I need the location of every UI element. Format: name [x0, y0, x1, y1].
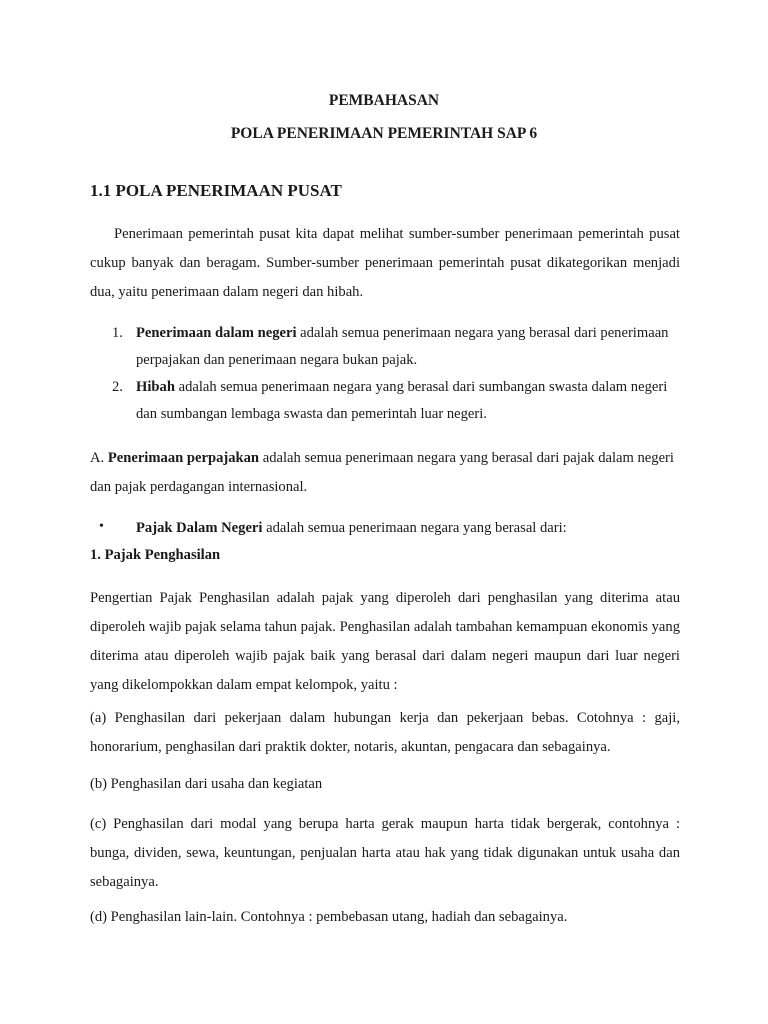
pph-heading: 1. Pajak Penghasilan: [90, 547, 221, 563]
list-term: Hibah: [136, 379, 175, 395]
section-a-paragraph: [90, 444, 680, 502]
section-a-term: Penerimaan perpajakan: [107, 450, 260, 466]
category-list: [90, 320, 680, 428]
list-item: [90, 320, 680, 374]
section-a-text: adalah semua penerimaan negara yang berasal dari pajak dalam negeri dan pajak perdagangan internasional.: [90, 450, 674, 495]
list-term: Penerimaan dalam negeri: [136, 325, 297, 341]
intro-paragraph: Penerimaan pemerintah pusat kita dapat melihat sumber-sumber penerimaan pemerintah pusat cukup banyak dan beragam. Sumber-sumber penerimaan pemerintah pusat dikategorikan menjadi dua, yaitu penerimaan dalam negeri dan hibah.: [90, 226, 680, 300]
bullet-text: adalah semua penerimaan negara yang berasal dari:: [262, 520, 567, 536]
pph-item-a: (a) Penghasilan dari pekerjaan dalam hubungan kerja dan pekerjaan bebas. Cotohnya : gaji, honorarium, penghasilan dari praktik dokter, notaris, akuntan, pengacara dan sebagainya.: [90, 710, 680, 755]
list-number: 2.: [112, 379, 123, 395]
list-item: [90, 374, 680, 428]
doc-title-line2: POLA PENERIMAAN PEMERINTAH SAP 6: [230, 125, 538, 142]
bullet-line: [136, 520, 567, 537]
section-a-label: A.: [90, 450, 108, 466]
bullet-icon: •: [99, 519, 104, 534]
section-heading: 1.1 POLA PENERIMAAN PUSAT: [90, 181, 342, 200]
doc-title-line1: PEMBAHASAN: [328, 92, 440, 109]
pph-item-b: (b) Penghasilan dari usaha dan kegiatan: [90, 776, 323, 792]
pph-item-d: (d) Penghasilan lain-lain. Contohnya : pembebasan utang, hadiah dan sebagainya.: [90, 909, 568, 925]
pph-item-c: (c) Penghasilan dari modal yang berupa harta gerak maupun harta tidak bergerak, contohnya : bunga, dividen, sewa, keuntungan, penjualan harta atau hak yang tidak digunakan untuk usaha dan sebagainya.: [90, 816, 680, 890]
list-text: adalah semua penerimaan negara yang berasal dari sumbangan swasta dalam negeri dan sumbangan lembaga swasta dan pemerintah luar negeri.: [136, 379, 668, 422]
bullet-term: Pajak Dalam Negeri: [136, 520, 263, 536]
pph-definition: Pengertian Pajak Penghasilan adalah pajak yang diperoleh dari penghasilan yang diterima atau diperoleh wajib pajak selama tahun pajak. Penghasilan adalah tambahan kemampuan ekonomis yang diterima atau diperoleh wajib pajak baik yang berasal dari dalam negeri maupun dari luar negeri yang dikelompokkan dalam empat kelompok, yaitu :: [90, 590, 680, 693]
list-number: 1.: [112, 325, 123, 341]
list-text: adalah semua penerimaan negara yang berasal dari penerimaan perpajakan dan penerimaan negara bukan pajak.: [136, 325, 669, 368]
